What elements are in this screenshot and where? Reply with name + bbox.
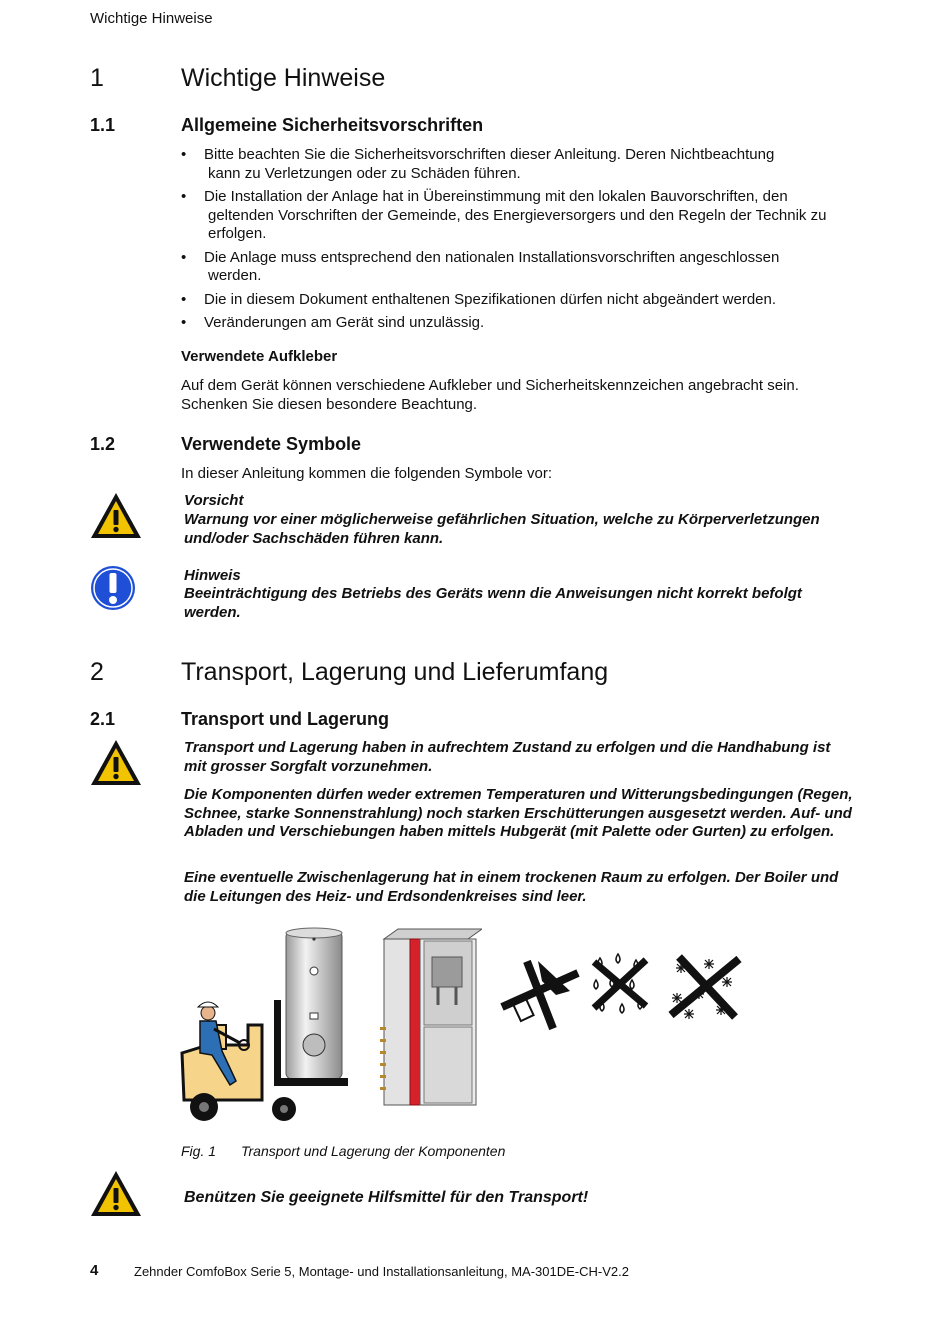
no-frost-icon: [665, 953, 743, 1025]
warning-triangle-icon: [89, 491, 143, 541]
chapter-1-title: Wichtige Hinweise: [181, 64, 386, 92]
running-head: Wichtige Hinweise: [90, 10, 213, 27]
figure-caption: [181, 1143, 505, 1159]
caution-title: Vorsicht: [184, 492, 244, 509]
bullet-item: • Die in diesem Dokument enthaltenen Spezifikationen dürfen nicht abgeändert werden.: [181, 290, 777, 308]
safety-bullet-list: [181, 146, 861, 338]
footer-doc-title: Zehnder ComfoBox Serie 5, Montage- und Installationsanleitung, MA-301DE-CH-V2.2: [134, 1264, 629, 1279]
warning-triangle-icon: [89, 1169, 143, 1219]
no-sun-exposure-icon: [498, 955, 584, 1035]
section-1-2-number: 1.2: [90, 434, 116, 454]
note-title: Hinweis: [184, 567, 241, 584]
section-2-1-number: 2.1: [90, 709, 116, 729]
warning-triangle-icon: [89, 738, 143, 788]
forklift-boiler-illustration: [178, 925, 350, 1125]
page-number: 4: [90, 1262, 99, 1279]
stickers-text: Auf dem Gerät können verschiedene Aufkleber und Sicherheitskennzeichen angebracht sein. Schenken Sie diesen besondere Beachtung.: [181, 377, 799, 413]
figure-caption-text: Transport und Lagerung der Komponenten: [241, 1143, 506, 1159]
section-2-1-title: Transport und Lagerung: [181, 709, 390, 729]
heat-pump-unit-illustration: [378, 927, 482, 1107]
transport-warning-3: Eine eventuelle Zwischenlagerung hat in einem trockenen Raum zu erfolgen. Der Boiler und die Leitungen des Heiz- und Erdsondenkreises sind leer.: [184, 869, 839, 905]
transport-warning-2: Die Komponenten dürfen weder extremen Temperaturen und Witterungsbedingungen (Regen, Schnee, starke Sonnenstrahlung) noch starken Erschütterungen ausgesetzt werden. Auf- und Abladen und Verschiebungen haben mittels Hubgerät (mit Palette oder Gurten) zu erfolgen.: [184, 786, 853, 840]
bullet-item: • Veränderungen am Gerät sind unzulässig.: [181, 314, 485, 331]
final-transport-warning: Benützen Sie geeignete Hilfsmittel für den Transport!: [184, 1189, 589, 1206]
note-text: Beeinträchtigung des Betriebs des Geräts wenn die Anweisungen nicht korrekt befolgt werden.: [184, 585, 802, 621]
section-1-1-number: 1.1: [90, 115, 116, 135]
bullet-item: • Die Installation der Anlage hat in Übereinstimmung mit den lokalen Bauvorschriften, den geltenden Vorschriften der Gemeinde, des Energieversorgers und den Regeln der Technik zu erfolgen.: [181, 188, 827, 242]
chapter-2-title: Transport, Lagerung und Lieferumfang: [181, 658, 609, 686]
chapter-1-number: 1: [90, 64, 104, 92]
symbols-intro: In dieser Anleitung kommen die folgenden Symbole vor:: [181, 465, 553, 482]
no-rain-icon: [588, 950, 650, 1022]
section-1-2-title: Verwendete Symbole: [181, 434, 362, 454]
caution-text: Warnung vor einer möglicherweise gefährlichen Situation, welche zu Körperverletzungen und/oder Sachschäden führen kann.: [184, 511, 820, 547]
bullet-item: • Die Anlage muss entsprechend den nationalen Installationsvorschriften angeschlossen werden.: [181, 248, 780, 284]
transport-warning-1: Transport und Lagerung haben in aufrechtem Zustand zu erfolgen und die Handhabung ist mit grosser Sorgfalt vorzunehmen.: [184, 739, 831, 775]
bullet-item: • Bitte beachten Sie die Sicherheitsvorschriften dieser Anleitung. Deren Nichtbeachtung kann zu Verletzungen oder zu Schäden führen.: [181, 146, 775, 182]
figure-label: Fig. 1: [181, 1143, 217, 1159]
stickers-heading: Verwendete Aufkleber: [181, 348, 338, 365]
section-1-1-title: Allgemeine Sicherheitsvorschriften: [181, 115, 484, 135]
chapter-2-number: 2: [90, 658, 104, 686]
info-exclamation-icon: [90, 565, 136, 611]
